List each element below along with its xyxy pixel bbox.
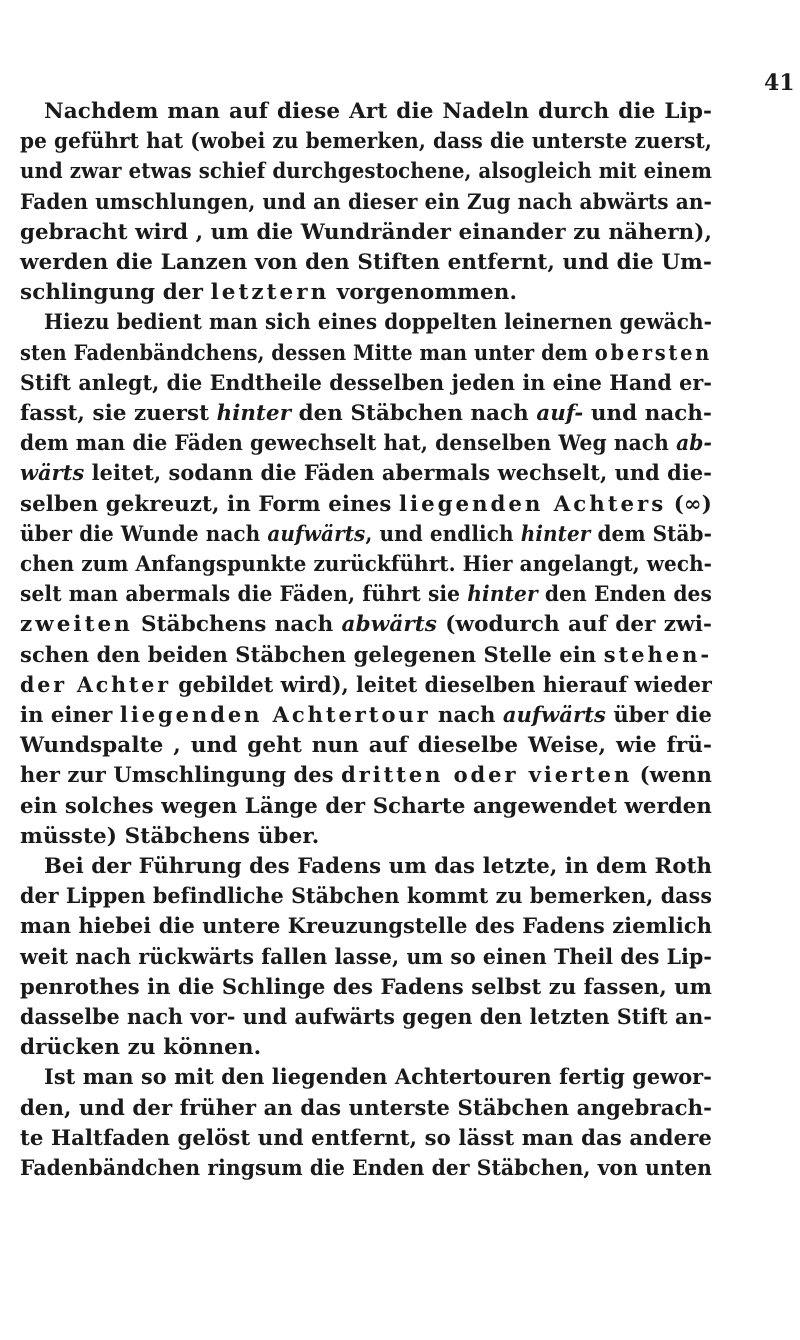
text-line: [20, 822, 319, 852]
spaced-run: liegenden Achters: [398, 491, 667, 517]
text-line: [20, 580, 712, 610]
text-line: [20, 127, 712, 157]
italic-run: aufwärts: [502, 703, 606, 728]
text-line: [20, 641, 712, 671]
text-line: [20, 248, 712, 278]
text-line: [20, 429, 712, 459]
text-line: [20, 610, 712, 640]
text-run: den, und der früher an das unterste Stäbchen angebrach-: [20, 1095, 712, 1121]
text-line: [20, 520, 712, 550]
text-line: [20, 671, 712, 701]
text-line: [20, 761, 712, 791]
italic-run: abwärts: [341, 612, 438, 638]
text-line: [20, 188, 712, 218]
text-line: [20, 1033, 261, 1063]
text-run: her zur Umschlingung des: [20, 763, 342, 789]
italic-run: hinter: [520, 521, 591, 547]
text-line: [20, 943, 712, 973]
text-run: gebildet wird), leitet dieselben hierauf wieder: [170, 672, 712, 698]
text-run: drücken zu können.: [20, 1035, 262, 1061]
text-run: Fadenbändchen ringsum die Enden der Stäbchen, von unten: [20, 1156, 713, 1181]
text-run: weit nach rückwärts fallen lasse, um so einen Theil des Lip-: [20, 944, 712, 970]
italic-run: aufwärts: [267, 521, 366, 547]
text-line: [20, 339, 712, 369]
text-run: leitet, sodann die Fäden abermals wechselt, und die-: [84, 461, 712, 487]
text-line: [20, 973, 712, 1003]
text-line: [20, 912, 712, 942]
text-run: te Haltfaden gelöst und entfernt, so lässt man das andere: [20, 1125, 713, 1151]
text-line: [20, 278, 517, 308]
text-run: müsste) Stäbchens über.: [20, 823, 320, 849]
text-run: , und endlich: [365, 521, 521, 547]
text-line: [20, 792, 712, 822]
text-run: über die: [605, 703, 712, 728]
text-line: [44, 97, 712, 127]
spaced-run: liegenden Achtertour: [119, 703, 431, 728]
text-run: (wodurch auf der zwi-: [437, 612, 712, 638]
text-run: vorgenommen.: [329, 280, 518, 306]
italic-run: wärts: [20, 461, 85, 487]
text-run: sten Fadenbändchens, dessen Mitte man unter dem: [20, 340, 595, 366]
spaced-run: der Achter: [20, 672, 171, 698]
text-run: fasst, sie zuerst: [20, 401, 217, 426]
text-run: dem Stäb-: [590, 521, 713, 547]
spaced-run: stehen-: [603, 642, 713, 668]
text-run: man hiebei die untere Kreuzungstelle des Fadens ziemlich: [20, 914, 712, 940]
text-run: Ist man so mit den liegenden Achtertouren fertig gewor-: [44, 1065, 712, 1091]
text-run: schen den beiden Stäbchen gelegenen Stelle ein: [20, 642, 604, 668]
text-run: gebracht wird , um die Wundränder einander zu nähern),: [20, 219, 712, 245]
text-run: (wenn: [632, 763, 713, 789]
text-line: [44, 1063, 712, 1093]
italic-run: auf-: [536, 401, 584, 426]
italic-run: hinter: [216, 401, 292, 426]
text-run: Bei der Führung des Fadens um das letzte, in dem Roth: [44, 854, 713, 879]
text-line: [20, 731, 712, 761]
text-run: penrothes in die Schlinge des Fadens selbst zu fassen, um: [20, 974, 712, 1000]
text-run: Nachdem man auf diese Art die Nadeln durch die Lip-: [44, 99, 712, 124]
spaced-run: dritten oder vierten: [341, 763, 633, 789]
text-run: pe geführt hat (wobei zu bemerken, dass die unterste zuerst,: [20, 129, 712, 155]
text-line: [20, 1154, 712, 1184]
text-line: [20, 399, 712, 429]
text-run: Faden umschlungen, und an dieser ein Zug nach abwärts an-: [20, 189, 712, 215]
text-run: selben gekreuzt, in Form eines: [20, 491, 399, 517]
text-line: [20, 882, 712, 912]
text-line: [20, 369, 712, 399]
text-line: [44, 308, 712, 338]
text-line: [20, 1094, 712, 1124]
text-line: [20, 1124, 712, 1154]
text-run: Stäbchens nach: [132, 612, 342, 638]
text-run: selt man abermals die Fäden, führt sie: [20, 582, 468, 608]
text-run: schlingung der: [20, 280, 211, 306]
text-line: [20, 490, 712, 520]
spaced-run: zweiten: [20, 612, 133, 638]
text-run: und zwar etwas schief durchgestochene, alsogleich mit einem: [20, 159, 712, 185]
text-line: [20, 459, 712, 489]
text-line: [20, 157, 712, 187]
text-run: ein solches wegen Länge der Scharte angewendet werden: [20, 793, 712, 819]
text-run: den Enden des: [537, 582, 712, 608]
text-run: der Lippen befindliche Stäbchen kommt zu bemerken, dass: [20, 884, 713, 910]
italic-run: ab-: [676, 431, 712, 457]
page-number: 41: [764, 70, 795, 96]
italic-run: hinter: [467, 582, 538, 608]
spaced-run: obersten: [594, 340, 713, 366]
text-line: [20, 218, 712, 248]
text-run: Hiezu bedient man sich eines doppelten leinernen gewäch-: [44, 310, 712, 336]
text-run: in einer: [20, 703, 120, 728]
text-line: [20, 1003, 712, 1033]
spaced-run: letztern: [210, 280, 330, 306]
text-run: (∞): [666, 491, 712, 517]
text-line: [20, 550, 712, 580]
text-run: nach: [430, 703, 503, 728]
text-line: [44, 852, 712, 882]
text-run: über die Wunde nach: [20, 521, 268, 547]
text-run: werden die Lanzen von den Stiften entfernt, und die Um-: [20, 250, 712, 275]
text-run: dem man die Fäden gewechselt hat, denselben Weg nach: [20, 431, 677, 457]
text-run: Wundspalte , und geht nun auf dieselbe Weise, wie frü-: [20, 733, 712, 759]
text-run: dasselbe nach vor- und aufwärts gegen den letzten Stift an-: [20, 1005, 712, 1030]
text-run: chen zum Anfangspunkte zurückführt. Hier angelangt, wech-: [20, 552, 713, 577]
text-run: Stift anlegt, die Endtheile desselben jeden in eine Hand er-: [20, 370, 712, 396]
text-run: und nach-: [583, 401, 713, 426]
text-line: [20, 701, 712, 731]
text-run: den Stäbchen nach: [291, 401, 537, 426]
